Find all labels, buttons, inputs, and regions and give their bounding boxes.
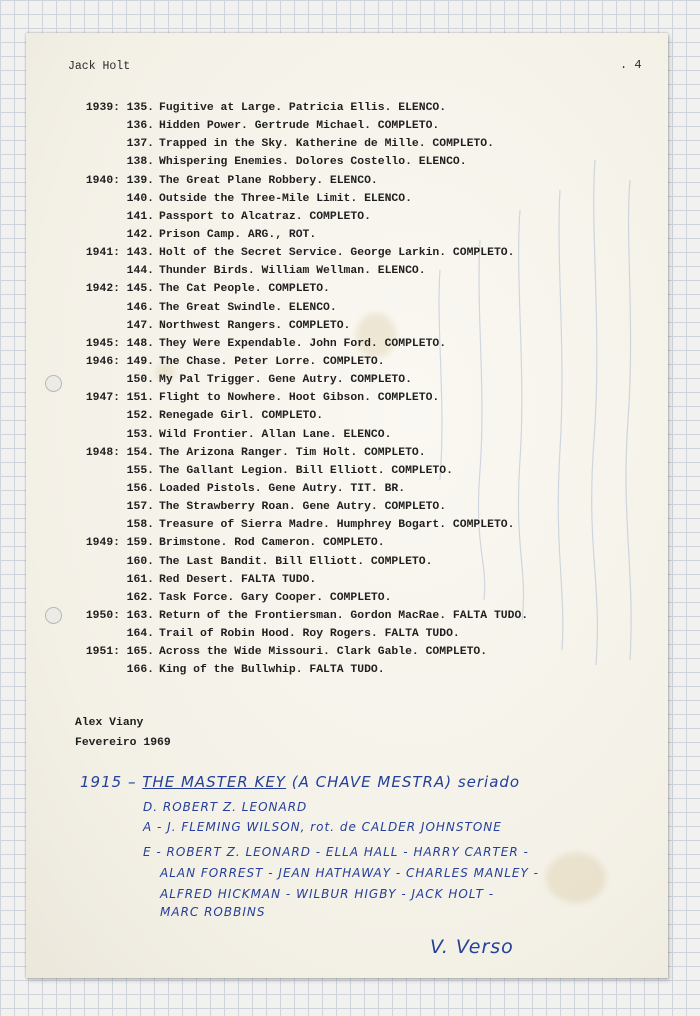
- film-number: 141.: [126, 210, 154, 223]
- film-number: 140.: [126, 192, 154, 205]
- film-year: 1939:: [85, 102, 120, 114]
- film-number: 163.: [126, 609, 154, 622]
- film-entry: Loaded Pistols. Gene Autry. TIT. BR.: [159, 482, 406, 495]
- film-entry: They Were Expendable. John Ford. COMPLETO.: [159, 337, 447, 350]
- handwritten-author: A - J. FLEMING WILSON, rot. de CALDER JOHNSTONE: [143, 820, 502, 834]
- handwritten-title-line: 1915 – THE MASTER KEY (A CHAVE MESTRA) seriado: [80, 773, 521, 791]
- film-year: 1947:: [85, 392, 120, 405]
- film-entry: Across the Wide Missouri. Clark Gable. COMPLETO.: [159, 646, 488, 659]
- film-year: 1945:: [85, 337, 120, 350]
- film-number: 160.: [126, 555, 154, 568]
- film-entry: Task Force. Gary Cooper. COMPLETO.: [159, 591, 392, 604]
- handwritten-verso: V. Verso: [430, 936, 514, 958]
- film-number: 150.: [126, 374, 154, 387]
- handwritten-cast-2: ALAN FORREST - JEAN HATHAWAY - CHARLES MANLEY -: [160, 866, 539, 880]
- film-number: 136.: [126, 120, 154, 133]
- handwritten-cast-3: ALFRED HICKMAN - WILBUR HIGBY - JACK HOLT -: [160, 887, 495, 901]
- film-entry: Red Desert. FALTA TUDO.: [159, 573, 317, 586]
- film-entry: Holt of the Secret Service. George Larkin. COMPLETO.: [159, 247, 515, 260]
- film-number: 158.: [126, 519, 154, 532]
- film-entry: The Cat People. COMPLETO.: [159, 283, 330, 296]
- film-entry: My Pal Trigger. Gene Autry. COMPLETO.: [159, 374, 412, 387]
- paper-stain: [546, 853, 606, 903]
- film-entry: Passport to Alcatraz. COMPLETO.: [159, 210, 371, 223]
- signature-block: [75, 713, 171, 753]
- film-number: 137.: [126, 138, 154, 151]
- film-number: 166.: [126, 664, 154, 677]
- film-entry: Fugitive at Large. Patricia Ellis. ELENCO.: [159, 102, 447, 114]
- film-entry: Thunder Birds. William Wellman. ELENCO.: [159, 265, 426, 278]
- paper-stain: [356, 313, 396, 358]
- film-number: 154.: [126, 446, 154, 459]
- signature-date: Fevereiro 1969: [75, 737, 171, 749]
- film-entry: Northwest Rangers. COMPLETO.: [159, 319, 351, 332]
- film-entry: The Arizona Ranger. Tim Holt. COMPLETO.: [159, 446, 426, 459]
- film-entry: Outside the Three-Mile Limit. ELENCO.: [159, 192, 412, 205]
- film-year: 1942:: [85, 283, 120, 296]
- film-entry: The Great Swindle. ELENCO.: [159, 301, 337, 314]
- film-entry: King of the Bullwhip. FALTA TUDO.: [159, 664, 385, 677]
- film-entry: Wild Frontier. Allan Lane. ELENCO.: [159, 428, 392, 441]
- handwritten-note: seriado: [457, 773, 521, 791]
- film-year: 1948:: [85, 446, 120, 459]
- film-entry: The Last Bandit. Bill Elliott. COMPLETO.: [159, 555, 433, 568]
- film-entry: Renegade Girl. COMPLETO.: [159, 410, 324, 423]
- signature-name: Alex Viany: [75, 717, 144, 729]
- film-number: 157.: [126, 501, 154, 514]
- film-entry: Trapped in the Sky. Katherine de Mille. COMPLETO.: [159, 138, 494, 151]
- film-year: 1951:: [85, 646, 120, 659]
- film-number: 135.: [126, 102, 154, 114]
- handwritten-title: THE MASTER KEY: [142, 773, 286, 791]
- film-number: 149.: [126, 355, 154, 368]
- film-entry: Treasure of Sierra Madre. Humphrey Bogart. COMPLETO.: [159, 519, 515, 532]
- film-number: 161.: [126, 573, 154, 586]
- film-entry: Return of the Frontiersman. Gordon MacRae. FALTA TUDO.: [159, 609, 529, 622]
- film-number: 144.: [126, 265, 154, 278]
- film-number: 151.: [126, 392, 154, 405]
- film-entry: Trail of Robin Hood. Roy Rogers. FALTA TUDO.: [159, 628, 460, 641]
- handwritten-year: 1915: [80, 773, 123, 791]
- film-entry: The Gallant Legion. Bill Elliott. COMPLETO.: [159, 464, 453, 477]
- handwritten-cast-1: E - ROBERT Z. LEONARD - ELLA HALL - HARRY CARTER -: [143, 845, 529, 859]
- film-entry: Flight to Nowhere. Hoot Gibson. COMPLETO.: [159, 392, 440, 405]
- film-number: 147.: [126, 319, 154, 332]
- film-entry: Brimstone. Rod Cameron. COMPLETO.: [159, 537, 385, 550]
- film-entry: The Great Plane Robbery. ELENCO.: [159, 174, 378, 187]
- film-year: 1941:: [85, 247, 120, 260]
- handwritten-director: D. ROBERT Z. LEONARD: [143, 800, 308, 814]
- film-year: 1940:: [85, 174, 120, 187]
- film-number: 148.: [126, 337, 154, 350]
- film-entry: Whispering Enemies. Dolores Costello. ELENCO.: [159, 156, 467, 169]
- film-year: 1950:: [85, 609, 120, 622]
- handwritten-alt-title: (A CHAVE MESTRA): [291, 773, 453, 791]
- film-year: 1946:: [85, 355, 120, 368]
- page-number: . 4: [620, 58, 642, 72]
- header-author: Jack Holt: [68, 60, 131, 73]
- film-number: 164.: [126, 628, 154, 641]
- film-number: 152.: [126, 410, 154, 423]
- film-number: 143.: [126, 247, 154, 260]
- film-entry: Hidden Power. Gertrude Michael. COMPLETO.: [159, 120, 440, 133]
- film-entry: The Strawberry Roan. Gene Autry. COMPLETO.: [159, 501, 447, 514]
- film-entry: The Chase. Peter Lorre. COMPLETO.: [159, 355, 385, 368]
- film-number: 139.: [126, 174, 154, 187]
- film-number: 145.: [126, 283, 154, 296]
- film-number: 142.: [126, 228, 154, 241]
- film-year: 1949:: [85, 537, 120, 550]
- film-number: 138.: [126, 156, 154, 169]
- film-number: 153.: [126, 428, 154, 441]
- film-number: 159.: [126, 537, 154, 550]
- film-number: 165.: [126, 646, 154, 659]
- punch-hole: [45, 375, 62, 392]
- handwritten-cast-4: MARC ROBBINS: [160, 905, 266, 919]
- film-number: 156.: [126, 482, 154, 495]
- film-number: 155.: [126, 464, 154, 477]
- film-number: 146.: [126, 301, 154, 314]
- film-number: 162.: [126, 591, 154, 604]
- film-entry: Prison Camp. ARG., ROT.: [159, 228, 317, 241]
